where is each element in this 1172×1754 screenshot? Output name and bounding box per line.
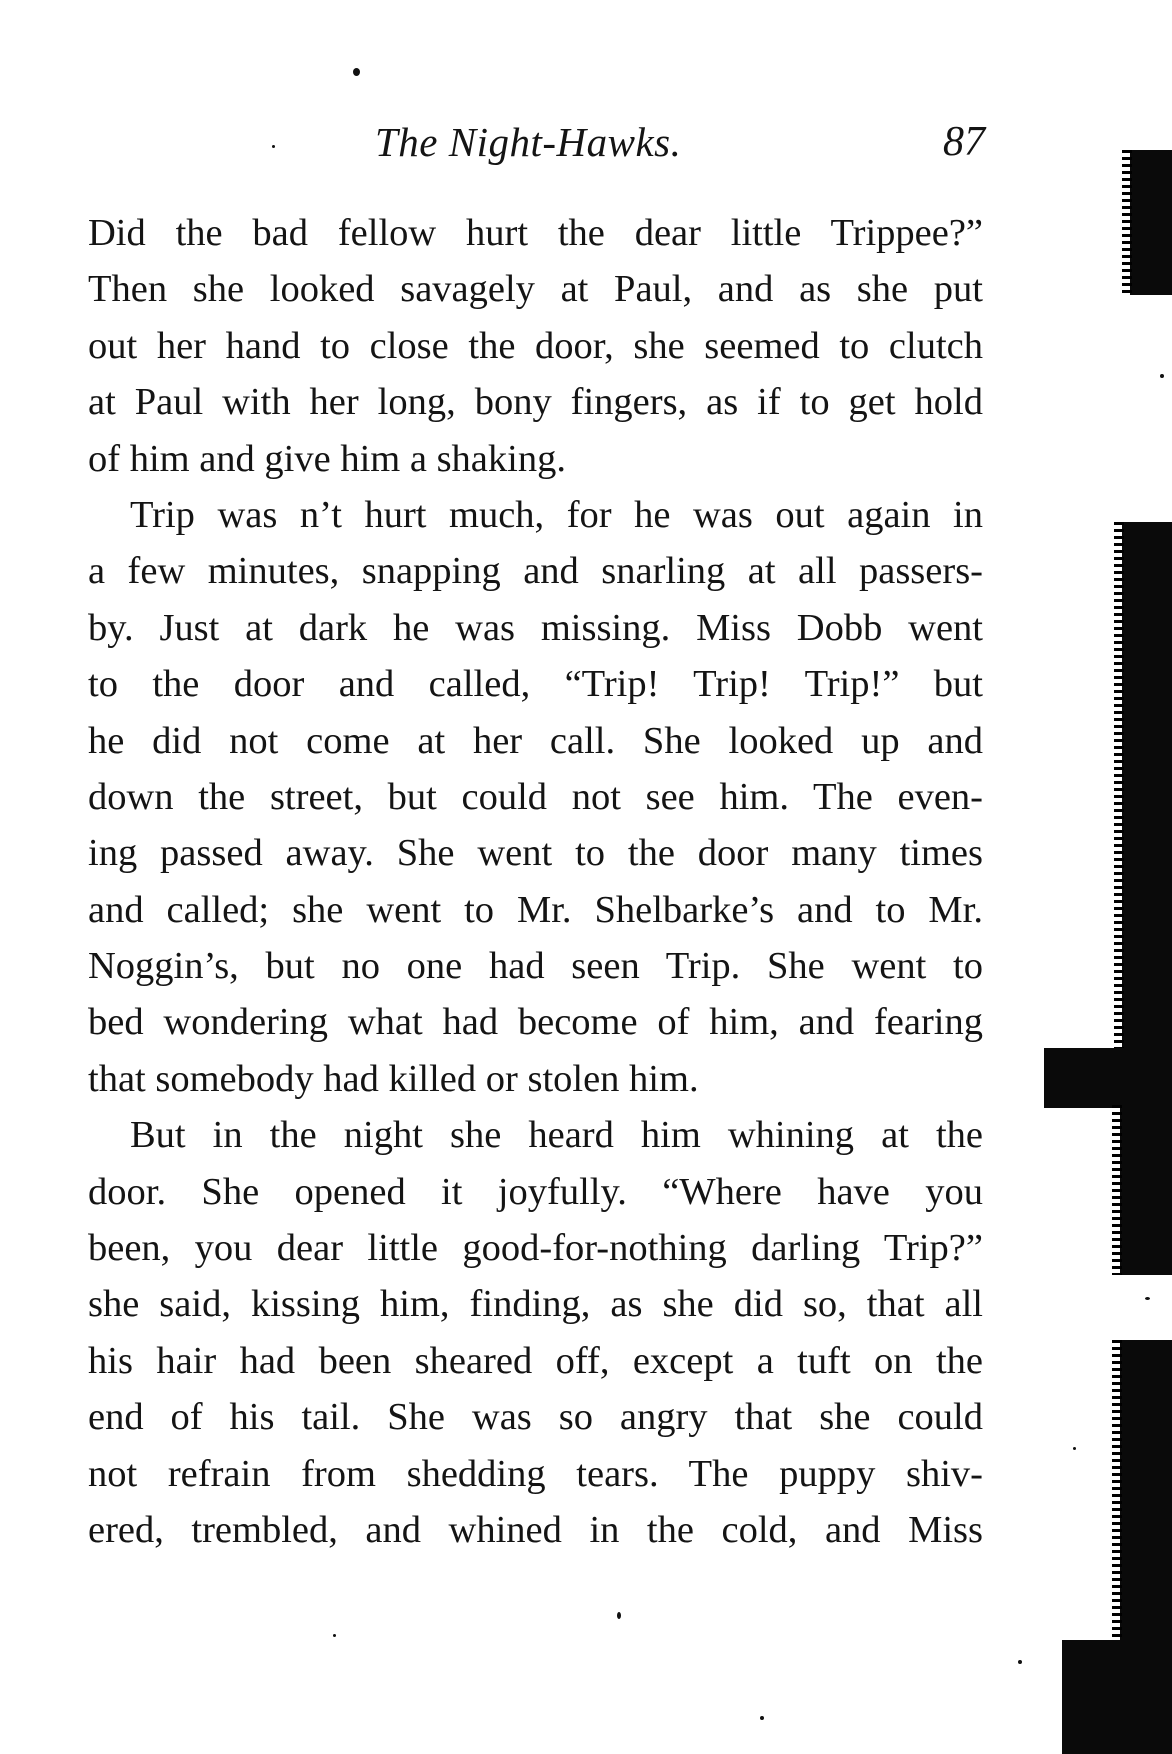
text-line: she said, kissing him, finding, as she did so, that all [88,1283,983,1326]
body-text [88,205,983,1558]
ink-speck [333,1634,336,1637]
text-line: been, you dear little good-for-nothing darling Trip?” [88,1227,983,1270]
ink-speck [760,1716,764,1720]
scan-shadow-edge [1122,150,1132,295]
paragraph [88,487,983,1107]
ink-speck [1145,1297,1150,1300]
text-line: and called; she went to Mr. Shelbarke’s and to Mr. [88,888,983,931]
text-line: Trip was n’t hurt much, for he was out again in [130,493,983,536]
text-line: ing passed away. She went to the door many times [88,832,983,875]
paragraph [88,205,983,487]
text-line: Then she looked savagely at Paul, and as she put [88,268,983,311]
text-line: ered, trembled, and whined in the cold, and Miss [88,1508,983,1551]
running-head-title: The Night-Hawks. [375,119,682,165]
text-line: end of his tail. She was so angry that she could [88,1396,983,1439]
text-line: of him and give him a shaking. [88,437,566,480]
text-line: out her hand to close the door, she seemed to clutch [88,324,983,367]
text-line: bed wondering what had become of him, and fearing [88,1001,983,1044]
scan-shadow [1062,1640,1172,1754]
scan-shadow [1120,1105,1172,1275]
text-line: by. Just at dark he was missing. Miss Dobb went [88,606,983,649]
text-line: at Paul with her long, bony fingers, as if to get hold [88,381,983,424]
scan-shadow [1122,522,1172,1052]
text-line: Did the bad fellow hurt the dear little Trippee?” [88,212,983,254]
ink-speck [1160,374,1164,378]
page-number: 87 [943,119,985,165]
ink-speck [1018,1660,1022,1664]
ink-speck [617,1612,621,1619]
text-line: not refrain from shedding tears. The puppy shiv- [88,1452,983,1495]
text-line: door. She opened it joyfully. “Where have you [88,1170,983,1213]
paragraph [88,1107,983,1558]
ink-speck [1073,1447,1076,1450]
text-line: down the street, but could not see him. The even- [88,775,983,818]
text-line: that somebody had killed or stolen him. [88,1057,699,1100]
text-line: he did not come at her call. She looked up and [88,719,983,762]
scan-shadow [1130,150,1172,295]
text-line: Noggin’s, but no one had seen Trip. She went to [88,945,983,988]
running-head [85,118,985,178]
text-line: to the door and called, “Trip! Trip! Trip!” but [88,663,983,706]
scan-shadow-edge [1114,522,1124,1052]
scan-shadow [1044,1048,1172,1108]
text-line: his hair had been sheared off, except a tuft on the [88,1339,983,1382]
scan-shadow-edge [1112,1105,1122,1275]
text-line: But in the night she heard him whining at the [130,1114,983,1157]
ink-speck [353,68,360,76]
text-line: a few minutes, snapping and snarling at all passers- [88,550,983,593]
